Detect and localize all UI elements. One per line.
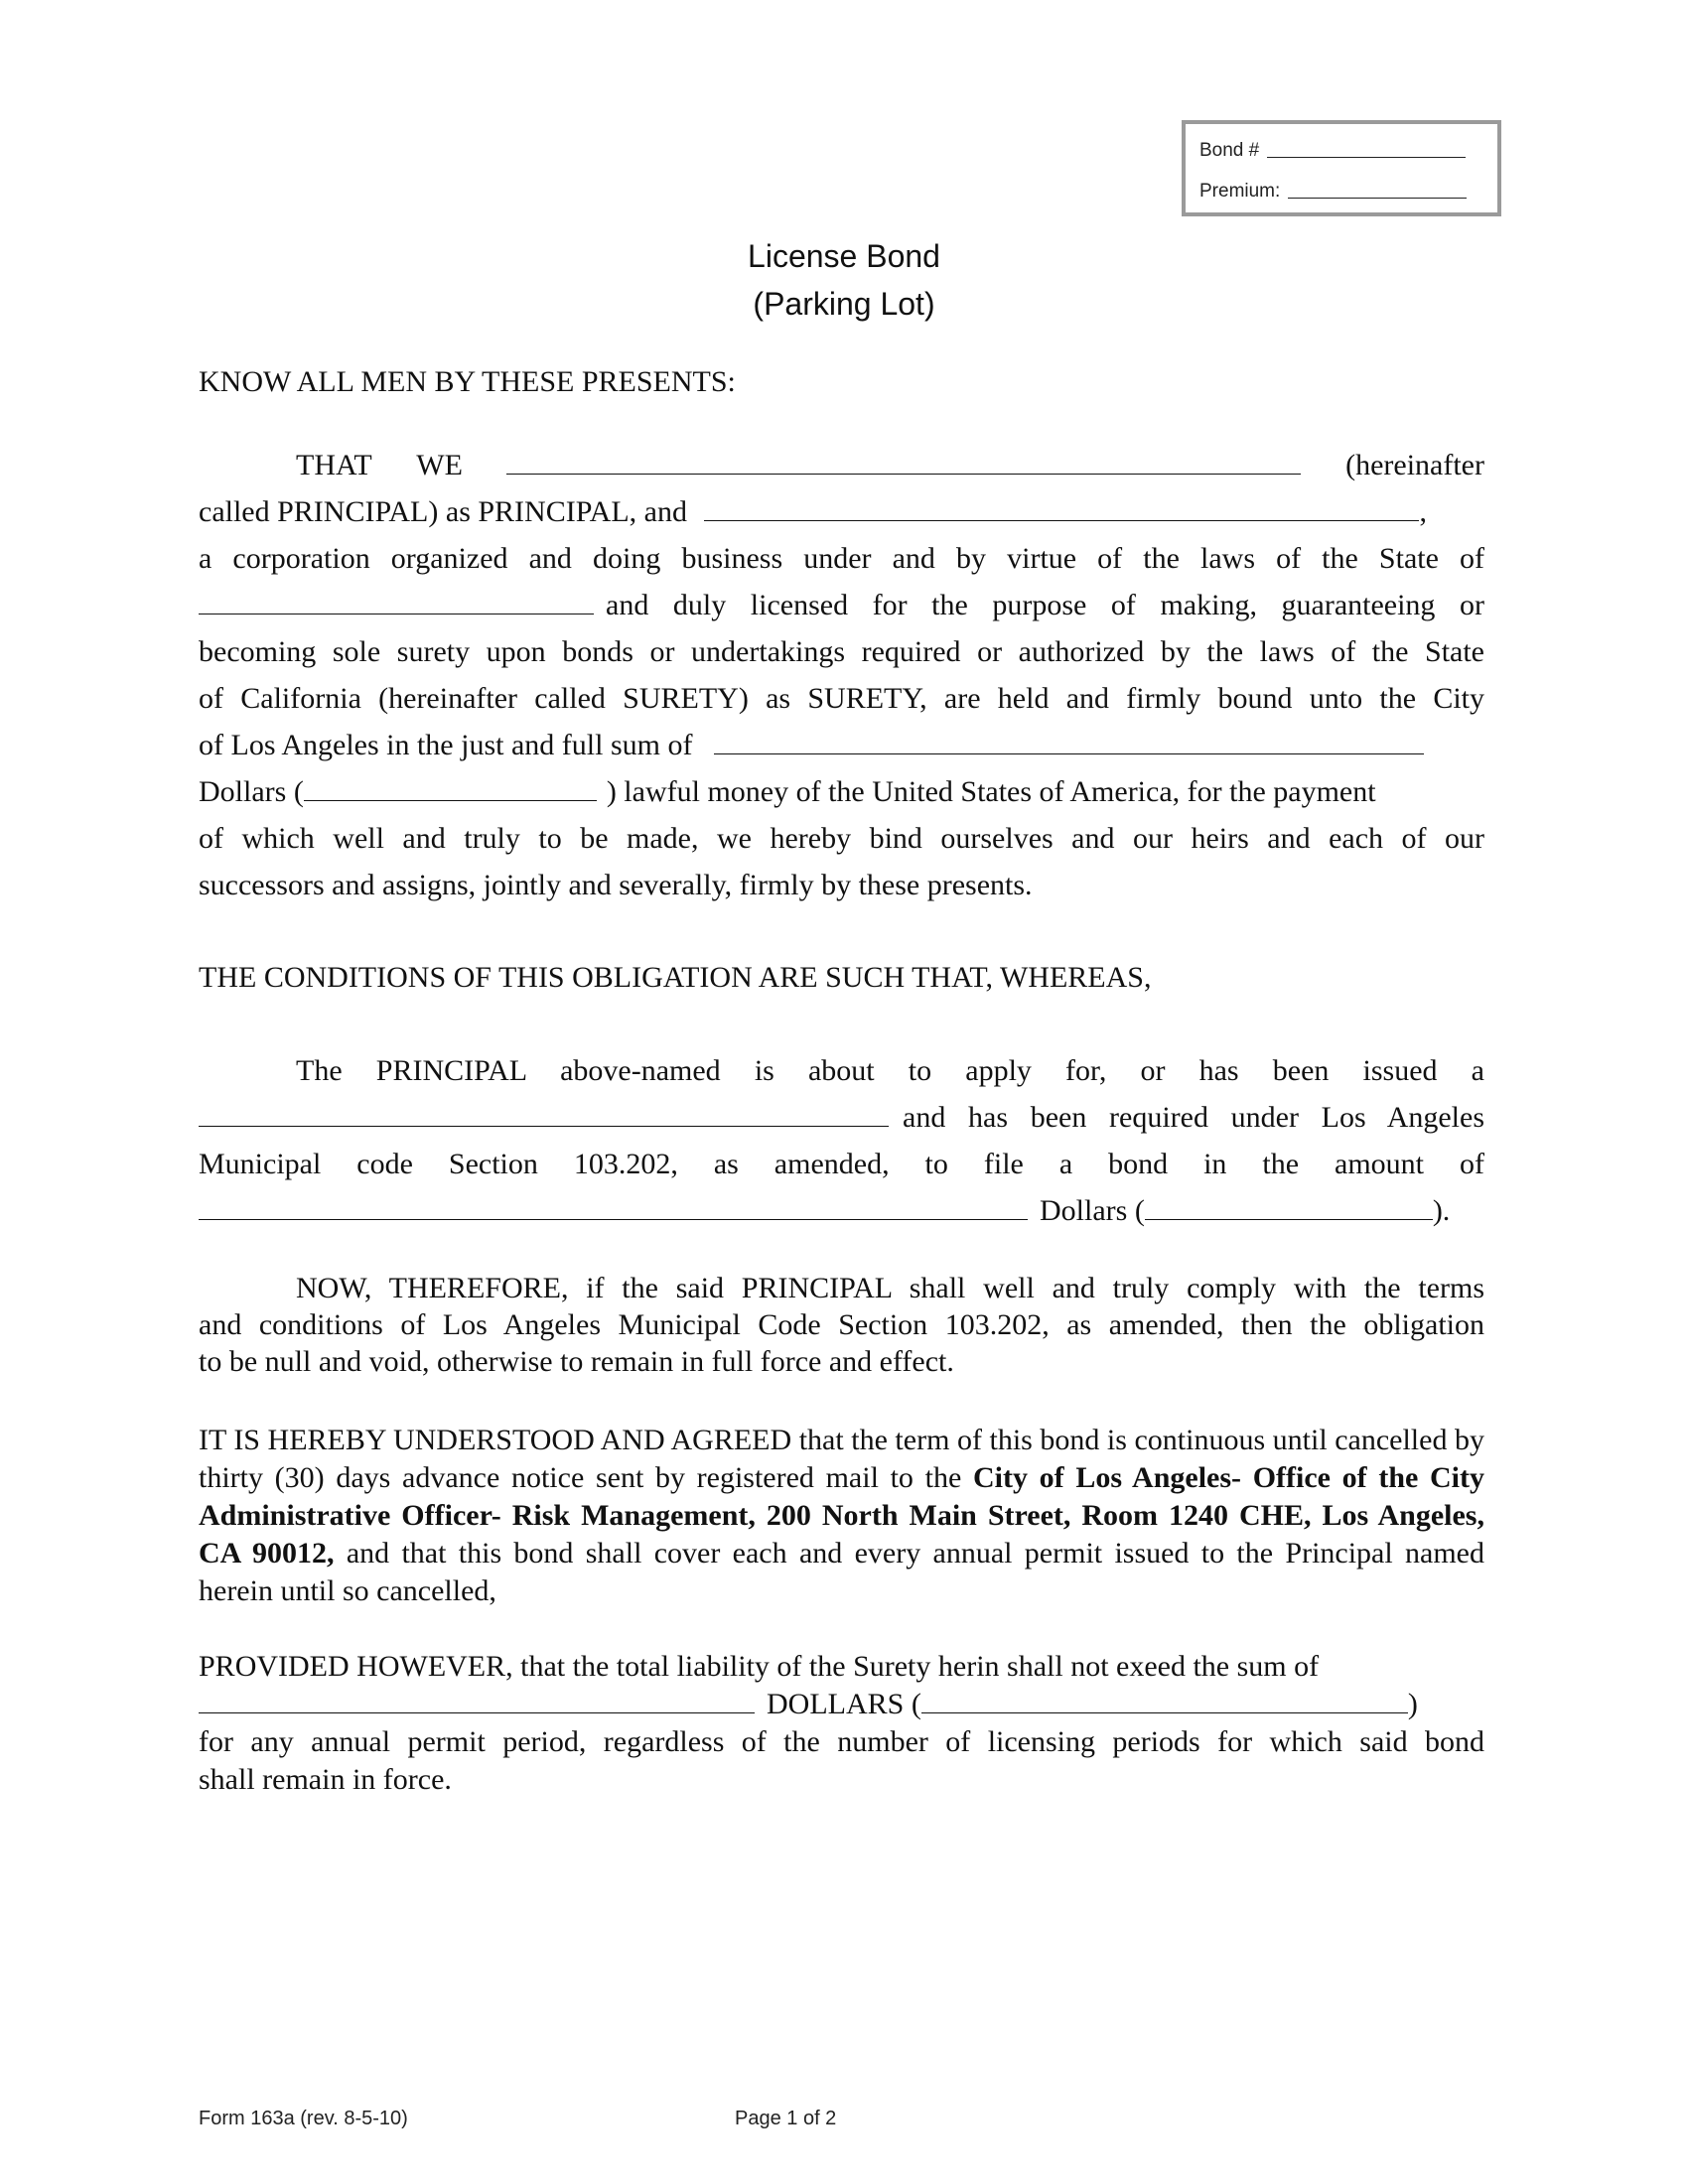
state-blank[interactable] [199, 613, 594, 614]
bond-amount-figures-blank[interactable] [1145, 1218, 1433, 1220]
liability-figures-blank[interactable] [921, 1711, 1408, 1713]
bond-number-label: Bond # [1199, 140, 1260, 161]
principal-name-blank[interactable] [506, 473, 1301, 475]
premium-blank[interactable] [1288, 197, 1467, 199]
p1-line-4: and duly licensed for the purpose of making, guaranteeing or [199, 589, 1484, 622]
p2-line-3: Municipal code Section 103.202, as amended, to file a bond in the amount of [199, 1148, 1484, 1180]
p1-line-9: of which well and truly to be made, we hereby bind ourselves and our heirs and each of our [199, 822, 1484, 855]
p3-line-3: to be null and void, otherwise to remain in full force and effect. [199, 1345, 954, 1378]
p3-line-2: and conditions of Los Angeles Municipal Code Section 103.202, as amended, then the obligation [199, 1308, 1484, 1341]
p5-line-3: for any annual permit period, regardless of the number of licensing periods for which said bond [199, 1725, 1484, 1758]
p1-line-7: of Los Angeles in the just and full sum of [199, 729, 1484, 762]
p5-line-2: DOLLARS ( ) [199, 1688, 1484, 1721]
p1-line-8: Dollars ( ) lawful money of the United States of America, for the payment [199, 775, 1376, 808]
p2-line-1: The PRINCIPAL above-named is about to apply for, or has been issued a [296, 1054, 1484, 1087]
premium-label: Premium: [1199, 181, 1281, 202]
bond-number-blank[interactable] [1267, 156, 1466, 158]
document-subtitle: (Parking Lot) [753, 286, 935, 322]
premium-row [1199, 181, 1467, 203]
bond-number-row [1199, 140, 1466, 162]
heading-conditions: THE CONDITIONS OF THIS OBLIGATION ARE SUCH THAT, WHEREAS, [199, 961, 1152, 994]
bond-info-box [1182, 120, 1501, 216]
p4-cancellation-clause: IT IS HEREBY UNDERSTOOD AND AGREED that the term of this bond is continuous until cancelled by thirty (30) days advance notice sent by registered mail to the City of Los Angeles- Office of the City Administrative Officer- Risk Management, 200 North Main Street, Room 1240 CHE, Los Angeles, CA 90012, and that this bond shall cover each and every annual permit issued to the Principal named herein until so cancelled, [199, 1424, 1484, 1607]
p1-line-1: THAT WE (hereinafter [296, 449, 1484, 481]
p5-line-4: shall remain in force. [199, 1763, 452, 1796]
heading-know-all-men: KNOW ALL MEN BY THESE PRESENTS: [199, 365, 736, 398]
document-title: License Bond [748, 238, 940, 274]
p3-line-1: NOW, THEREFORE, if the said PRINCIPAL shall well and truly comply with the terms [296, 1272, 1484, 1304]
bond-amount-words-blank[interactable] [199, 1218, 1028, 1220]
p2-line-2: and has been required under Los Angeles [199, 1101, 1484, 1135]
footer-form-number: Form 163a (rev. 8-5-10) [199, 2108, 408, 2129]
p1-line-10: successors and assigns, jointly and severally, firmly by these presents. [199, 869, 1033, 901]
p1-line-5: becoming sole surety upon bonds or undertakings required or authorized by the laws of the State [199, 635, 1484, 668]
liability-words-blank[interactable] [199, 1711, 755, 1713]
risk-management-address: City of Los Angeles- Office of the City Administrative Officer- Risk Management, 200 North Main Street, Room 1240 CHE, Los Angeles, CA 90012, [199, 1461, 1484, 1570]
p5-line-1: PROVIDED HOWEVER, that the total liability of the Surety herin shall not exeed the sum of [199, 1650, 1320, 1683]
sum-words-blank[interactable] [714, 752, 1424, 754]
p1-line-3: a corporation organized and doing business under and by virtue of the laws of the State of [199, 542, 1484, 575]
footer-page-number: Page 1 of 2 [735, 2108, 837, 2129]
surety-name-blank[interactable] [704, 519, 1419, 521]
license-type-blank[interactable] [199, 1125, 889, 1127]
sum-figures-blank[interactable] [304, 799, 597, 801]
p1-line-2: called PRINCIPAL) as PRINCIPAL, and , [199, 495, 1427, 528]
p2-line-4: Dollars ( ). [199, 1194, 1484, 1228]
p1-line-6: of California (hereinafter called SURETY) as SURETY, are held and firmly bound unto the City [199, 682, 1484, 715]
